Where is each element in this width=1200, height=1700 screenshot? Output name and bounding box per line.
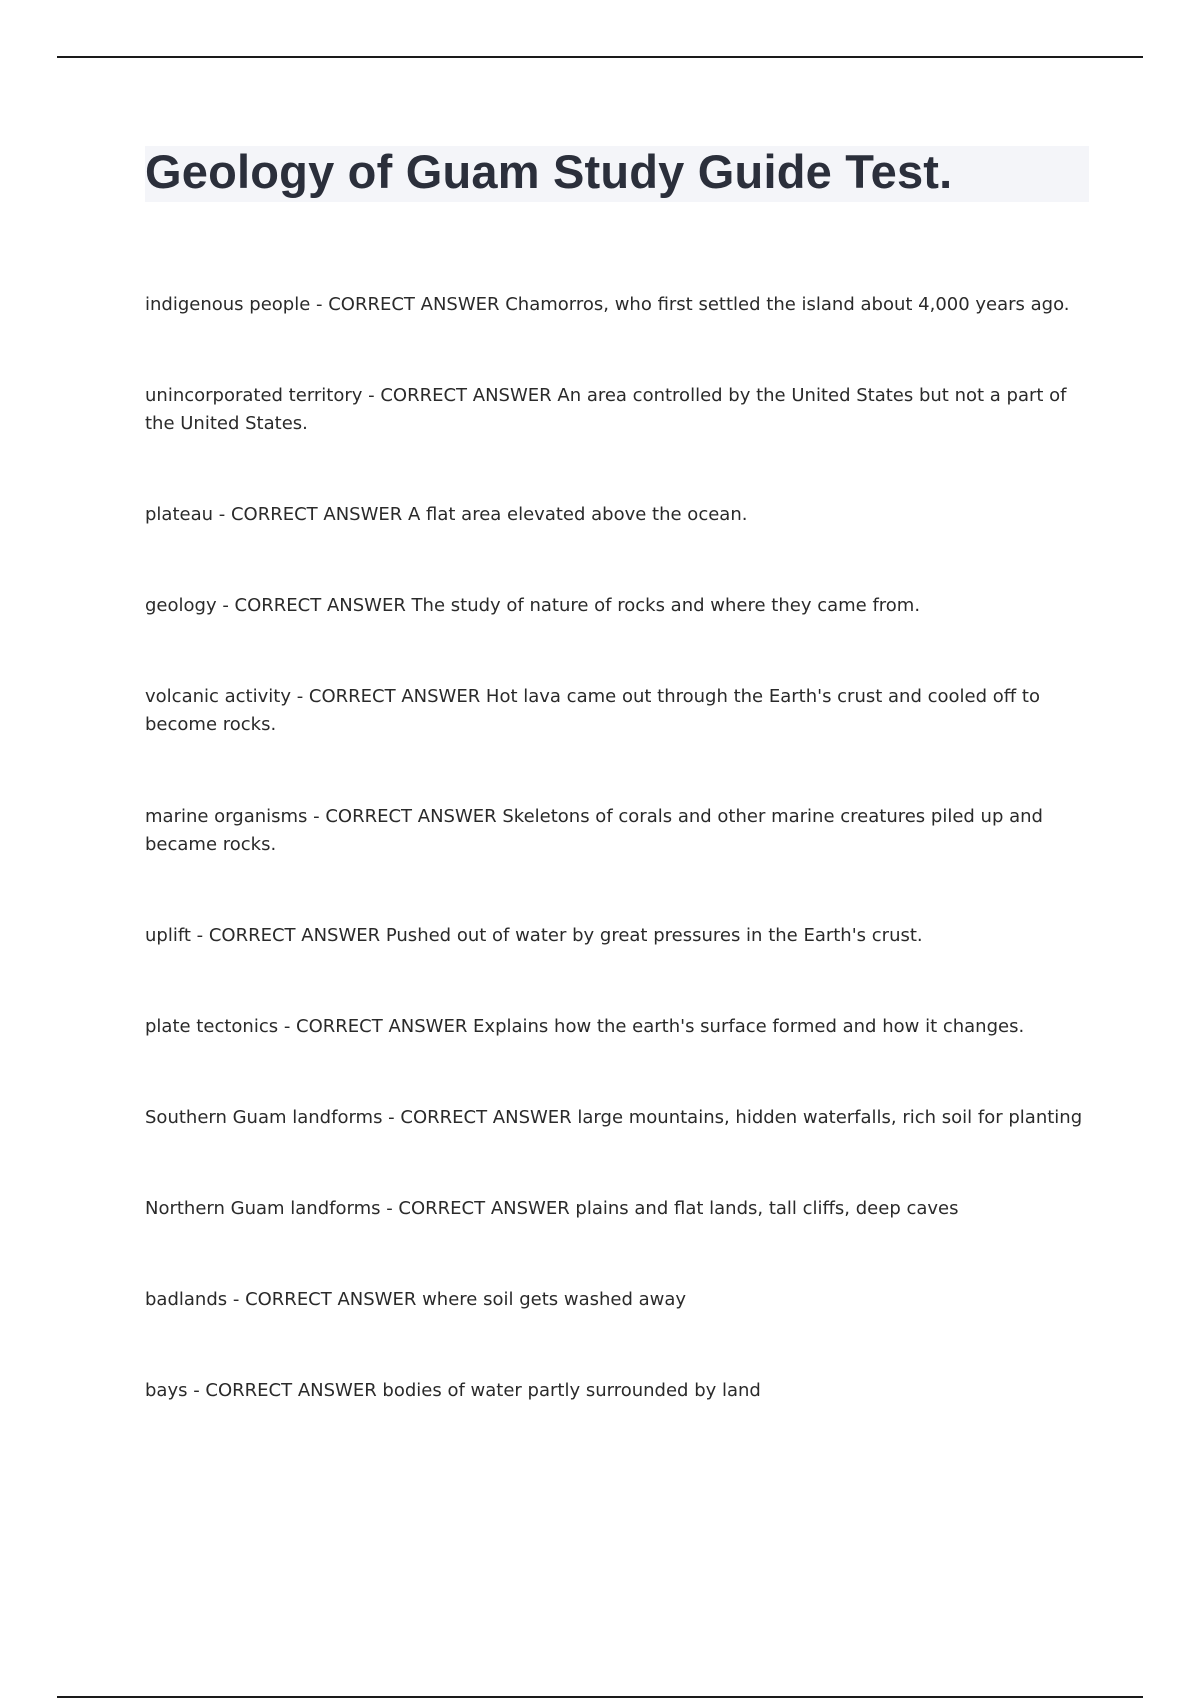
entry-uplift: uplift - CORRECT ANSWER Pushed out of water by great pressures in the Earth's crust. <box>145 925 923 946</box>
entry-bays: bays - CORRECT ANSWER bodies of water partly surrounded by land <box>145 1380 761 1401</box>
entry-northern-guam-landforms: Northern Guam landforms - CORRECT ANSWER plains and flat lands, tall cliffs, deep caves <box>145 1198 959 1219</box>
entry-southern-guam-landforms: Southern Guam landforms - CORRECT ANSWER large mountains, hidden waterfalls, rich soil for planting <box>145 1107 1083 1128</box>
entry-unincorporated-territory: unincorporated territory - CORRECT ANSWER An area controlled by the United States but not a part of the United States. <box>145 385 1067 434</box>
top-divider <box>57 56 1143 58</box>
entry-volcanic-activity: volcanic activity - CORRECT ANSWER Hot lava came out through the Earth's crust and cooled off to become rocks. <box>145 686 1040 735</box>
entry-plate-tectonics: plate tectonics - CORRECT ANSWER Explains how the earth's surface formed and how it changes. <box>145 1016 1025 1037</box>
entry-geology: geology - CORRECT ANSWER The study of nature of rocks and where they came from. <box>145 595 921 616</box>
entry-marine-organisms: marine organisms - CORRECT ANSWER Skeletons of corals and other marine creatures piled up and became rocks. <box>145 806 1043 855</box>
bottom-divider <box>57 1696 1143 1698</box>
entry-indigenous-people: indigenous people - CORRECT ANSWER Chamorros, who first settled the island about 4,000 years ago. <box>145 294 1070 315</box>
page-title: Geology of Guam Study Guide Test. <box>145 145 953 198</box>
entry-badlands: badlands - CORRECT ANSWER where soil gets washed away <box>145 1289 687 1310</box>
entry-plateau: plateau - CORRECT ANSWER A flat area elevated above the ocean. <box>145 504 748 525</box>
